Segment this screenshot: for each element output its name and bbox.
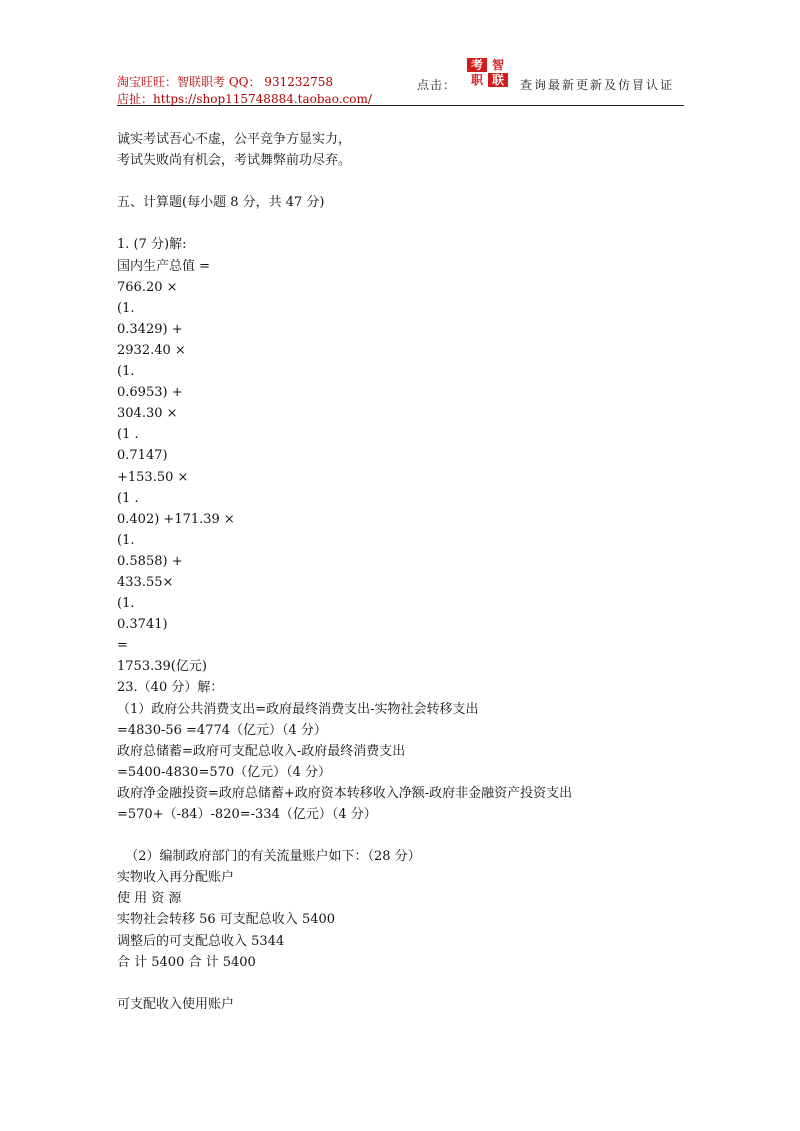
text-line: (1.: [117, 532, 135, 548]
text-line: (1.: [117, 596, 135, 612]
text-line: 0.3741): [117, 617, 168, 633]
text-line: 使 用 资 源: [117, 891, 182, 907]
text-line: 0.6953) +: [117, 385, 183, 401]
text-line: [117, 171, 684, 192]
logo-char: 职: [470, 73, 483, 87]
logo-char: 联: [488, 73, 508, 87]
text-line: 2932.40 ×: [117, 342, 186, 358]
text-line: [117, 213, 684, 234]
logo-char: 考: [467, 58, 487, 72]
text-line: 诚实考试吾心不虚，公平竞争方显实力，: [117, 132, 352, 147]
text-line: 五、计算题(每小题 8 分，共 47 分): [117, 195, 325, 211]
text-line: (1.: [117, 300, 135, 316]
text-line: 调整后的可支配总收入 5344: [117, 933, 285, 949]
shop-info: [117, 74, 372, 108]
text-line: 国内生产总值 =: [117, 258, 211, 274]
header-tagline: 查询最新更新及仿冒认证: [520, 78, 675, 92]
text-line: [117, 973, 684, 994]
text-line: (1 .: [117, 427, 139, 443]
text-line: 实物收入再分配账户: [117, 870, 235, 886]
text-line: (1 .: [117, 490, 139, 506]
text-line: 0.7147): [117, 448, 168, 464]
text-line: =4830-56 =4774（亿元）（4 分）: [117, 722, 327, 738]
text-line: 可支配收入使用账户: [117, 996, 235, 1012]
text-line: 433.55×: [117, 574, 174, 590]
text-line: +153.50 ×: [117, 469, 189, 485]
header-divider: [117, 105, 684, 106]
text-line: 1753.39(亿元): [117, 659, 207, 675]
zhilian-logo[interactable]: [467, 58, 509, 88]
text-line: 合 计 5400 合 计 5400: [117, 954, 256, 970]
text-line: 考试失败尚有机会，考试舞弊前功尽弃。: [117, 153, 352, 169]
text-line: 0.402) +171.39 ×: [117, 511, 235, 527]
text-line: (1.: [117, 364, 135, 380]
page-header: [117, 58, 684, 108]
text-line: =5400-4830=570（亿元）（4 分）: [117, 764, 332, 780]
click-label: 点击：: [417, 78, 457, 92]
text-line: 1. (7 分)解:: [117, 237, 187, 253]
text-line: 实物社会转移 56 可支配总收入 5400: [117, 912, 336, 928]
text-line: 0.5858) +: [117, 553, 183, 569]
text-line: =: [117, 638, 128, 654]
shop-contact-line: 淘宝旺旺：智联职考 QQ： 931232758: [117, 75, 334, 89]
text-line: 23.（40 分）解：: [117, 680, 224, 696]
text-line: （1）政府公共消费支出=政府最终消费支出-实物社会转移支出: [117, 701, 479, 717]
text-line: =570+（-84）-820=-334（亿元）（4 分）: [117, 807, 377, 822]
text-line: （2）编制政府部门的有关流量账户如下：（28 分）: [117, 849, 421, 865]
shop-url-line[interactable]: 店扯：https://shop115748884.taobao.com/: [117, 92, 372, 106]
text-line: 304.30 ×: [117, 406, 178, 422]
text-line: 0.3429) +: [117, 321, 183, 337]
document-body: [117, 129, 684, 1015]
text-line: [117, 825, 684, 846]
text-line: 政府净金融投资=政府总储蓄+政府资本转移收入净额-政府非金融资产投资支出: [117, 785, 573, 801]
logo-char: 智: [491, 58, 504, 72]
text-line: 政府总储蓄=政府可支配总收入-政府最终消费支出: [117, 743, 406, 759]
text-line: 766.20 ×: [117, 279, 178, 295]
